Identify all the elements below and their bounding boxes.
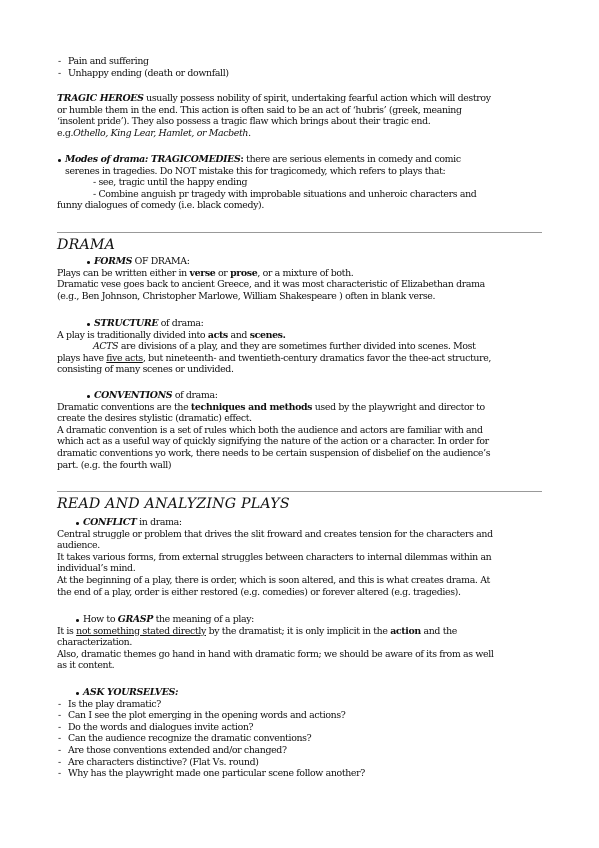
modes-paragraph: Modes of drama: TRAGICOMEDIES: there are serious elements in comedy and comic serenes in tragedies. Do NOT mistake this for tragicomedy, which refers to plays that: - see, tragic until the happy ending - Combine anguish pr tragedy with improbable situations and unheroic characters and funny dialogues of comedy (i.e. black comedy).	[57, 154, 543, 212]
play-titles: Othello, King Lear, Hamlet, or Macbeth	[73, 127, 249, 139]
section-divider	[57, 232, 542, 233]
question-item: - Is the play dramatic?	[57, 699, 543, 711]
question-item: - Are characters distinctive? (Flat Vs. round)	[57, 757, 543, 769]
conflict-bullet: CONFLICT in drama:	[75, 517, 543, 529]
top-list	[57, 56, 543, 79]
modes-bullet: Modes of drama: TRAGICOMEDIES: there are serious elements in comedy and comic	[57, 154, 543, 166]
conventions-bullet: CONVENTIONS of drama:	[86, 390, 543, 402]
grasp-bullet: How to GRASP the meaning of a play:	[75, 614, 543, 626]
question-item: - Why has the playwright made one particular scene follow another?	[57, 768, 543, 780]
modes-term: Modes of drama: TRAGICOMEDIES	[65, 154, 241, 165]
conventions-section: CONVENTIONS of drama: Dramatic conventions are the techniques and methods used by the playwright and director to create the desires stylistic (dramatic) effect. A dramatic convention is a set of rules which both the audience and actors are familiar with and which act as a useful way of quickly signifying the nature of the action or a character. In order for dramatic conventions yo work, there needs to be certain suspension of disbelief on the audience’s part. (e.g. the fourth wall)	[57, 390, 543, 471]
read-heading: READ AND ANALYZING PLAYS	[57, 496, 290, 512]
structure-bullet: STRUCTURE of drama:	[86, 318, 543, 330]
list-item: - Unhappy ending (death or downfall)	[57, 68, 543, 80]
grasp-section: How to GRASP the meaning of a play: It is not something stated directly by the dramatist; it is only implicit in the action and the characterization. Also, dramatic themes go hand in hand with dramatic form; we should be aware of its from as well as it content.	[57, 614, 543, 672]
tragic-heroes-term: TRAGIC HEROES	[57, 93, 144, 104]
ask-bullet: ASK YOURSELVES:	[75, 687, 543, 699]
ask-section	[57, 687, 543, 780]
conflict-section: CONFLICT in drama: Central struggle or problem that drives the slit froward and creates tension for the characters and audience. It takes various forms, from external struggles between characters to internal dilemmas within an individual’s mind. At the beginning of a play, there is order, which is soon altered, and this is what creates drama. At the end of a play, order is either restored (e.g. comedies) or forever altered (e.g. tragedies).	[57, 517, 543, 598]
question-item: - Are those conventions extended and/or changed?	[57, 745, 543, 757]
list-item: - Pain and suffering	[57, 56, 543, 68]
forms-bullet: FORMS OF DRAMA:	[86, 256, 543, 268]
drama-heading: DRAMA	[57, 237, 116, 253]
question-item: - Can the audience recognize the dramatic conventions?	[57, 733, 543, 745]
question-item: - Do the words and dialogues invite action?	[57, 722, 543, 734]
tragic-heroes-paragraph: TRAGIC HEROES usually possess nobility of spirit, undertaking fearful action which will destroy or humble them in the end. This action is often said to be an act of ‘hubris’ (greek, meaning ‘insolent pride’). They also possess a tragic flaw which brings about their tragic end. e.g.Othello, King Lear, Hamlet, or Macbeth.	[57, 93, 491, 139]
structure-section: STRUCTURE of drama: A play is traditionally divided into acts and scenes. ACTS are divisions of a play, and they are sometimes further divided into scenes. Most plays have five acts, but nineteenth- and twentieth-century dramatics favor the thee-act structure, consisting of many scenes or undivided.	[57, 318, 543, 376]
question-item: - Can I see the plot emerging in the opening words and actions?	[57, 710, 543, 722]
forms-section: FORMS OF DRAMA: Plays can be written either in verse or prose, or a mixture of both. Dramatic vese goes back to ancient Greece, and it was most characteristic of Elizabethan drama (e.g., Ben Johnson, Christopher Marlowe, William Shakespeare ) often in blank verse.	[57, 256, 543, 302]
section-divider	[57, 491, 542, 492]
